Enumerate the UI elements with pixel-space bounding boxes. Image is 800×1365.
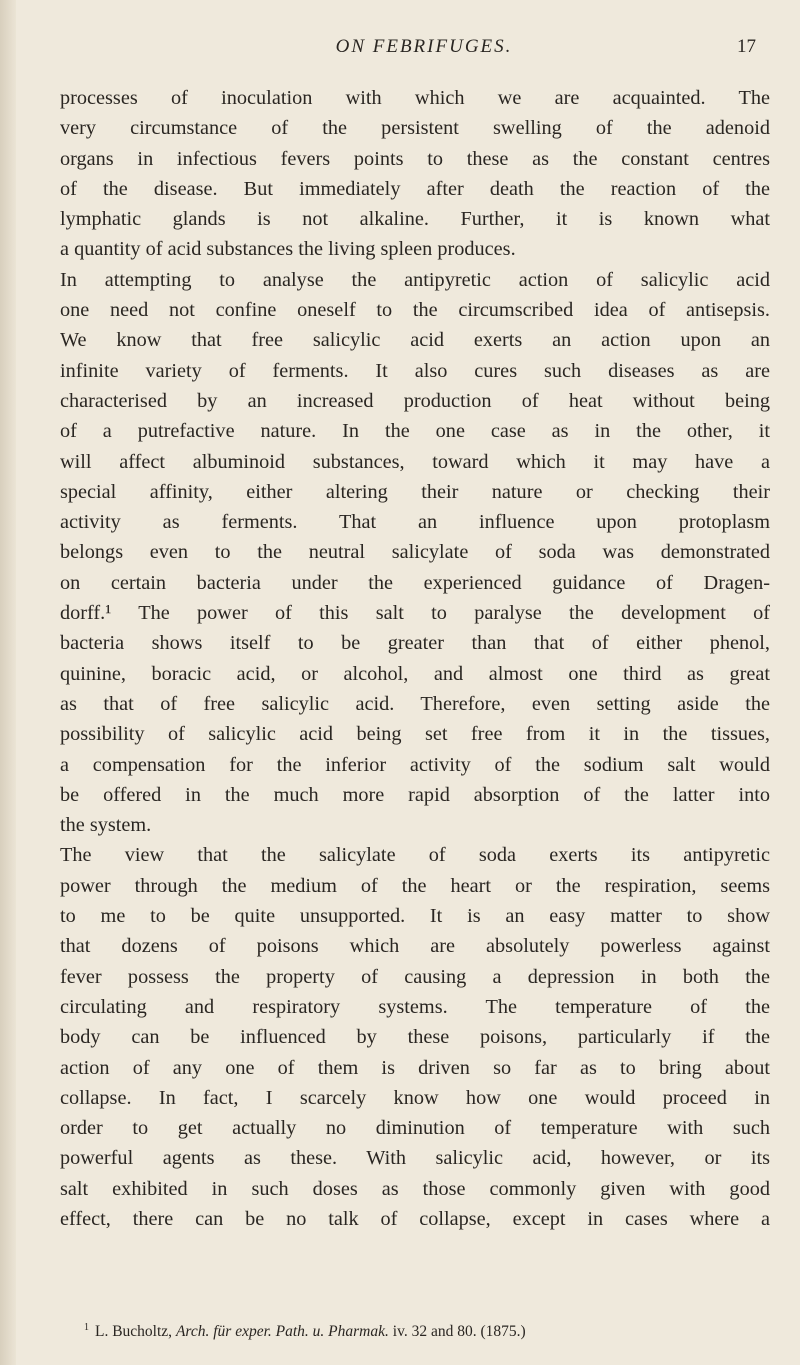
text-line: of a putrefactive nature. In the one case as in the other, it: [60, 420, 770, 443]
text-line: infinite variety of ferments. It also cures such diseases as are: [60, 359, 770, 382]
text-line: fever possess the property of causing a depression in both the: [60, 965, 770, 988]
text-line: on certain bacteria under the experienced guidance of Dragen-: [60, 571, 770, 594]
text-line: special affinity, either altering their nature or checking their: [60, 480, 770, 503]
text-line: bacteria shows itself to be greater than that of either phenol,: [60, 632, 770, 655]
text-line: power through the medium of the heart or the respiration, seems: [60, 874, 770, 897]
running-header: [92, 36, 756, 66]
text-line: one need not confine oneself to the circumscribed idea of antisepsis.: [60, 299, 770, 322]
text-line: activity as ferments. That an influence upon protoplasm: [60, 511, 770, 534]
text-line: effect, there can be no talk of collapse, except in cases where a: [60, 1207, 770, 1230]
text-line: body can be influenced by these poisons, particularly if the: [60, 1026, 770, 1049]
text-line: organs in infectious fevers points to these as the constant centres: [60, 147, 770, 170]
text-line: order to get actually no diminution of temperature with such: [60, 1117, 770, 1140]
text-line: salt exhibited in such doses as those commonly given with good: [60, 1177, 770, 1200]
body-text: [60, 83, 770, 1234]
text-line: action of any one of them is driven so far as to bring about: [60, 1056, 770, 1079]
text-line: a quantity of acid substances the living spleen produces.: [60, 238, 516, 261]
text-line: as that of free salicylic acid. Therefore, even setting aside the: [60, 692, 770, 715]
text-line: very circumstance of the persistent swelling of the adenoid: [60, 117, 770, 140]
text-line: circulating and respiratory systems. The temperature of the: [60, 995, 770, 1018]
text-line: powerful agents as these. With salicylic acid, however, or its: [60, 1147, 770, 1170]
text-line: will affect albuminoid substances, toward which it may have a: [60, 450, 770, 473]
text-line: In attempting to analyse the antipyretic action of salicylic acid: [60, 268, 770, 291]
text-line: the system.: [60, 814, 152, 837]
footnote-author: L. Bucholtz,: [95, 1323, 173, 1341]
text-line: be offered in the much more rapid absorption of the latter into: [60, 783, 770, 806]
text-line: of the disease. But immediately after death the reaction of the: [60, 177, 770, 200]
footnote: [84, 1322, 784, 1341]
text-line: possibility of salicylic acid being set free from it in the tissues,: [60, 723, 770, 746]
footnote-reference: iv. 32 and 80. (1875.): [392, 1323, 526, 1341]
text-line: that dozens of poisons which are absolutely powerless against: [60, 935, 770, 958]
running-title: ON FEBRIFUGES.: [335, 36, 513, 57]
footnote-marker: 1: [84, 1322, 89, 1333]
text-line: to me to be quite unsupported. It is an easy matter to show: [60, 905, 770, 928]
text-line: We know that free salicylic acid exerts an action upon an: [60, 329, 770, 352]
text-line: lymphatic glands is not alkaline. Further, it is known what: [60, 208, 770, 231]
text-line: collapse. In fact, I scarcely know how one would proceed in: [60, 1086, 770, 1109]
page-number: 17: [737, 36, 756, 57]
text-line: belongs even to the neutral salicylate of soda was demonstrated: [60, 541, 770, 564]
text-line: a compensation for the inferior activity of the sodium salt would: [60, 753, 770, 776]
text-line: dorff.¹ The power of this salt to paralyse the development of: [60, 602, 770, 625]
text-line: characterised by an increased production of heat without being: [60, 389, 770, 412]
text-line: The view that the salicylate of soda exerts its antipyretic: [60, 844, 770, 867]
text-line: quinine, boracic acid, or alcohol, and almost one third as great: [60, 662, 770, 685]
footnote-journal: Arch. für exper. Path. u. Pharmak.: [175, 1323, 389, 1341]
text-line: processes of inoculation with which we are acquainted. The: [60, 87, 770, 109]
